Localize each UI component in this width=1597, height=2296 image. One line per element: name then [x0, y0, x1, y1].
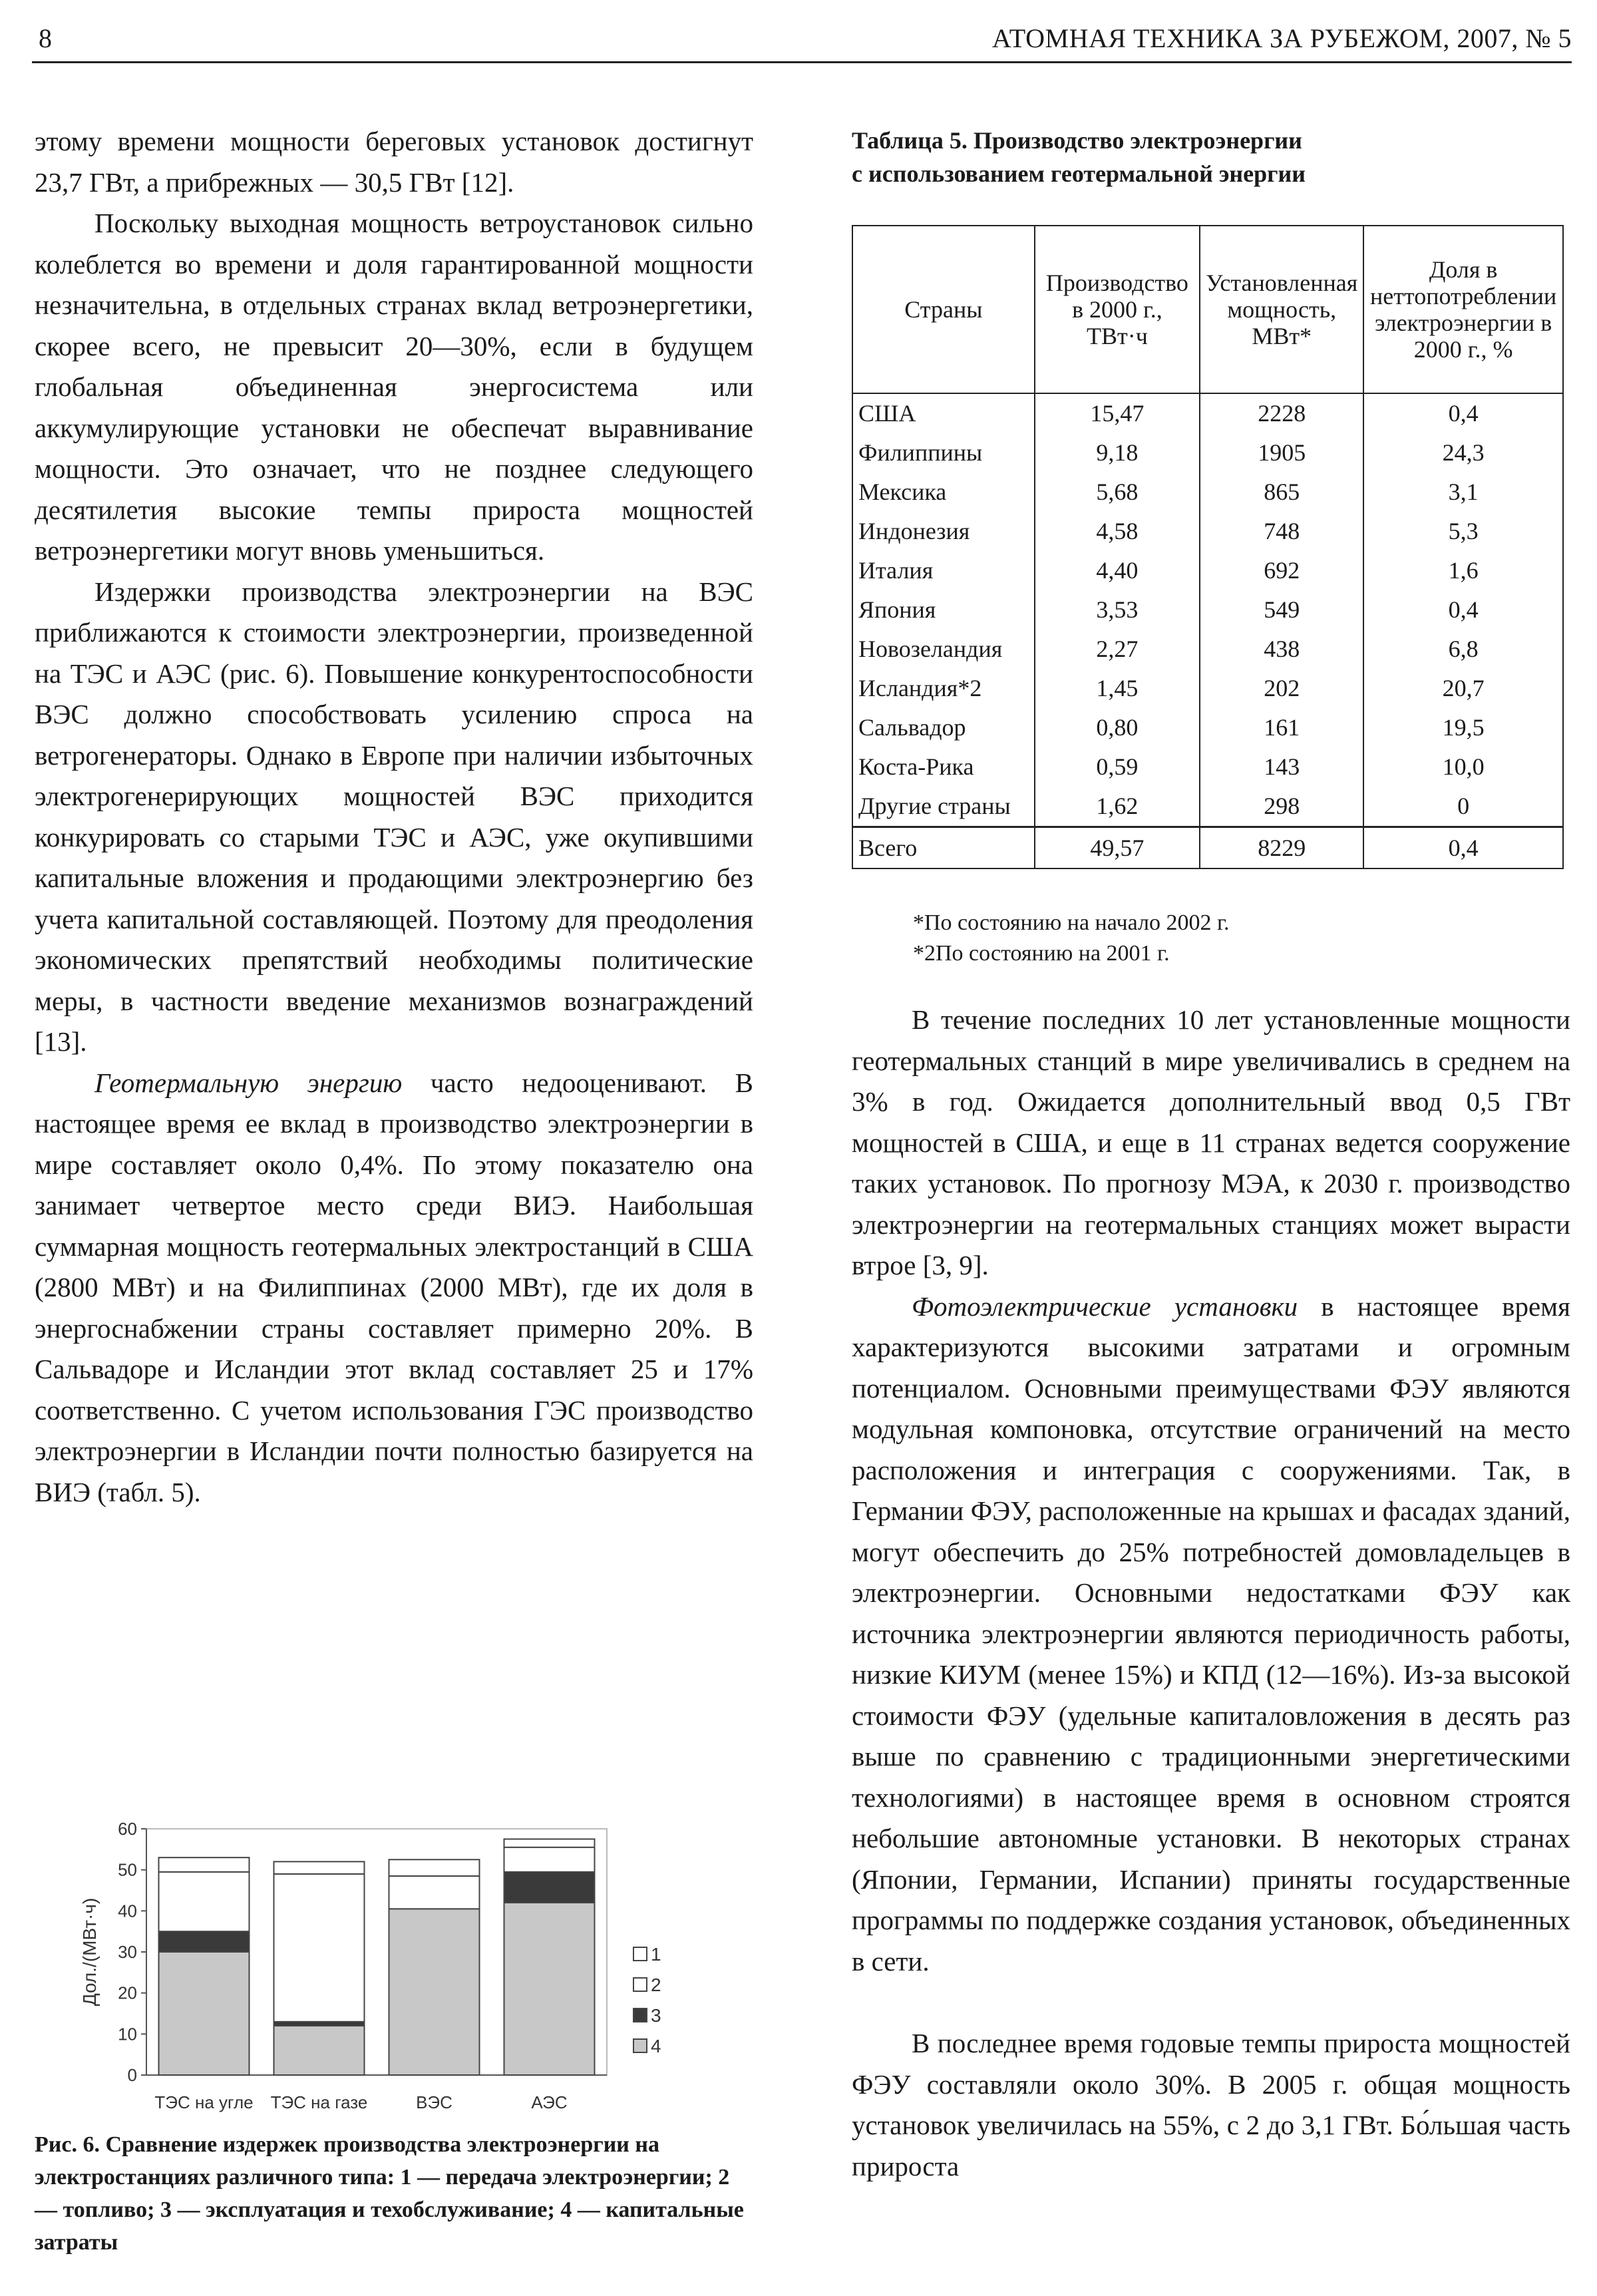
- x-tick-label: ТЭС на газе: [270, 2092, 368, 2112]
- paragraph: [852, 1286, 1570, 1983]
- table-row: [852, 473, 1563, 512]
- table-cell: 3,53: [1035, 590, 1200, 630]
- legend-label: 4: [651, 2036, 661, 2056]
- table-cell: 19,5: [1363, 708, 1563, 747]
- y-tick-label: 60: [118, 1819, 137, 1839]
- legend-swatch: [633, 1947, 647, 1961]
- table-cell: 692: [1200, 551, 1363, 590]
- legend-label: 1: [651, 1944, 661, 1965]
- table-note: *2По состоянию на 2001 г.: [913, 941, 1170, 966]
- table-cell: 748: [1200, 512, 1363, 551]
- x-tick-label: ТЭС на угле: [154, 2092, 254, 2112]
- page-header: [32, 20, 1572, 63]
- table-row: [852, 393, 1563, 433]
- x-tick-label: АЭС: [531, 2092, 568, 2112]
- table-cell: 161: [1200, 708, 1363, 747]
- table-cell: 9,18: [1035, 433, 1200, 473]
- table-row: [852, 747, 1563, 787]
- legend-swatch: [633, 2009, 647, 2022]
- bar-segment-3: [159, 1931, 250, 1952]
- bar-segment-3: [504, 1872, 595, 1903]
- table-cell: 0,80: [1035, 708, 1200, 747]
- table-cell: 1905: [1200, 433, 1363, 473]
- table-cell: 202: [1200, 669, 1363, 708]
- table-cell: Новозеландия: [852, 630, 1035, 669]
- legend-swatch: [633, 1978, 647, 1991]
- table-cell: 1,6: [1363, 551, 1563, 590]
- table-notes: [913, 908, 1230, 969]
- table-cell: 143: [1200, 747, 1363, 787]
- table-cell: Сальвадор: [852, 708, 1035, 747]
- table-cell: 8229: [1200, 827, 1363, 869]
- legend-label: 2: [651, 1975, 661, 1995]
- x-tick-label: ВЭС: [416, 2092, 452, 2112]
- table-cell: 0,4: [1363, 590, 1563, 630]
- table-caption-line: Таблица 5. Производство электроэнергии: [852, 127, 1302, 154]
- bar-segment-2: [389, 1876, 480, 1909]
- table-cell: 4,40: [1035, 551, 1200, 590]
- table-cell: 5,3: [1363, 512, 1563, 551]
- total-row: [852, 827, 1563, 869]
- table-cell: 0: [1363, 787, 1563, 827]
- bar-segment-2: [504, 1847, 595, 1872]
- table-cell: 0,4: [1363, 393, 1563, 433]
- bar-segment-4: [159, 1952, 250, 2075]
- table-row: [852, 630, 1563, 669]
- paragraph-text: часто недооценивают. В настоящее время ее вклад в производство электроэнергии в мире составляет около 0,4%. По этому показателю она занимает четвертое место среди ВИЭ. Наибольшая суммарная мощность геотермальных электростанций в США (2800 МВт) и на Филиппинах (2000 МВт), где их доля в энергоснабжении страны составляет примерно 20%. В Сальвадоре и Исландии этот вклад составляет 25 и 17% соответственно. С учетом использования ГЭС производство электроэнергии в Исландии почти полностью базируется на ВИЭ (табл. 5).: [35, 1067, 753, 1507]
- table-cell: 298: [1200, 787, 1363, 827]
- term-italic: Геотермальную энергию: [94, 1067, 403, 1098]
- table-cell: 0,4: [1363, 827, 1563, 869]
- table-row: [852, 669, 1563, 708]
- figure-6: [35, 1797, 753, 2116]
- header-cell: Установленная мощность, МВт*: [1200, 226, 1363, 393]
- table-row: [852, 551, 1563, 590]
- table-cell: 549: [1200, 590, 1363, 630]
- table-note: *По состоянию на начало 2002 г.: [913, 910, 1230, 935]
- table-cell: 4,58: [1035, 512, 1200, 551]
- table-cell: Индонезия: [852, 512, 1035, 551]
- table-cell: 1,45: [1035, 669, 1200, 708]
- table-cell: Италия: [852, 551, 1035, 590]
- bar-segment-2: [274, 1874, 365, 2022]
- paragraph: В течение последних 10 лет установленные мощности геотермальных станций в мире увеличивались в среднем на 3% в год. Ожидается дополнительный ввод 0,5 ГВт мощностей в США, и еще в 11 странах ведется сооружение таких установок. По прогнозу МЭА, к 2030 г. производство электроэнергии на геотермальных станциях может вырасти втрое [3, 9].: [852, 1004, 1570, 1280]
- table-cell: 0,59: [1035, 747, 1200, 787]
- table-row: [852, 512, 1563, 551]
- table-cell: 2,27: [1035, 630, 1200, 669]
- legend-label: 3: [651, 2005, 661, 2026]
- table-body: [852, 393, 1563, 827]
- bar-segment-1: [504, 1839, 595, 1847]
- bar-segment-1: [274, 1861, 365, 1874]
- page-number: 8: [39, 23, 52, 53]
- bar-segment-4: [389, 1909, 480, 2075]
- paragraph: этому времени мощности береговых установок достигнут 23,7 ГВт, а прибрежных — 30,5 ГВт [12].: [35, 126, 753, 198]
- y-tick-label: 30: [118, 1942, 137, 1962]
- table-cell: 2228: [1200, 393, 1363, 433]
- cost-chart: [35, 1797, 753, 2116]
- bar-segment-4: [504, 1903, 595, 2075]
- table-cell: 3,1: [1363, 473, 1563, 512]
- header-cell: Страны: [852, 226, 1035, 393]
- right-column: [852, 1000, 1570, 2187]
- paragraph: Поскольку выходная мощность ветроустановок сильно колеблется во времени и доля гарантированной мощности незначительна, в отдельных странах вклад ветроэнергетики, скорее всего, не превысит 20—30%, если в будущем глобальная объединенная энергосистема или аккумулирующие установки не обеспечат выравнивание мощности. Это означает, что не позднее следующего десятилетия высокие темпы прироста мощностей ветроэнергетики могут вновь уменьшиться.: [35, 208, 753, 566]
- figure-caption: Рис. 6. Сравнение издержек производства электроэнергии на электростанциях различного типа: 1 — передача электроэнергии; 2 — топливо; 3 — эксплуатация и техобслуживание; 4 — капитальные затраты: [35, 2132, 744, 2255]
- table-cell: Коста-Рика: [852, 747, 1035, 787]
- table-cell: Исландия*2: [852, 669, 1035, 708]
- table-cell: Филиппины: [852, 433, 1035, 473]
- bar-segment-2: [159, 1872, 250, 1931]
- y-tick-label: 50: [118, 1859, 137, 1880]
- bar-segment-1: [159, 1857, 250, 1872]
- term-italic: Фотоэлектрические установки: [912, 1290, 1298, 1322]
- table-cell: США: [852, 393, 1035, 433]
- table-row: [852, 590, 1563, 630]
- table-cell: 15,47: [1035, 393, 1200, 433]
- journal-title: АТОМНАЯ ТЕХНИКА ЗА РУБЕЖОМ, 2007, № 5: [991, 23, 1572, 53]
- left-column: [35, 121, 753, 1513]
- paragraph: Издержки производства электроэнергии на ВЭС приближаются к стоимости электроэнергии, произведенной на ТЭС и АЭС (рис. 6). Повышение конкурентоспособности ВЭС должно способствовать усилению спроса на ветрогенераторы. Однако в Европе при наличии избыточных электрогенерирующих мощностей ВЭС приходится конкурировать со старыми ТЭС и АЭС, уже окупившими капитальные вложения и продающими электроэнергию без учета капитальной составляющей. Поэтому для преодоления экономических препятствий необходимы политические меры, в частности введение механизмов вознаграждений [13].: [35, 576, 753, 1057]
- header-cell: Производство в 2000 г., ТВт·ч: [1035, 226, 1200, 393]
- table-row: [852, 708, 1563, 747]
- table-row: [852, 433, 1563, 473]
- table-cell: Всего: [852, 827, 1035, 869]
- y-tick-label: 0: [127, 2065, 137, 2085]
- y-tick-label: 20: [118, 1983, 137, 2003]
- y-axis-label: Дол./(МВт·ч): [79, 1897, 100, 2007]
- table-cell: 6,8: [1363, 630, 1563, 669]
- paragraph-text: в настоящее время характеризуются высокими затратами и огромным потенциалом. Основными преимуществами ФЭУ являются модульная компоновка, отсутствие ограничений на место расположения и интеграция с сооружениями. Так, в Германии ФЭУ, расположенные на крышах и фасадах зданий, могут обеспечить до 25% потребностей домовладельцев в электроэнергии. Основными недостатками ФЭУ как источника электроэнергии являются периодичность работы, низкие КИУМ (менее 15%) и КПД (12—16%). Из-за высокой стоимости ФЭУ (удельные капиталовложения в десять раз выше по сравнению с традиционными энергетическими технологиями) в настоящее время в основном строятся небольшие автономные установки. В некоторых странах (Японии, Германии, Испании) приняты государственные программы по поддержке создания установок, объединенных в сети.: [852, 1290, 1570, 1977]
- table-caption-line: с использованием геотермальной энергии: [852, 160, 1306, 187]
- y-tick-label: 10: [118, 2024, 137, 2044]
- table-cell: Мексика: [852, 473, 1035, 512]
- table-cell: Япония: [852, 590, 1035, 630]
- bar-segment-1: [389, 1859, 480, 1876]
- table-cell: 10,0: [1363, 747, 1563, 787]
- geothermal-table: [852, 225, 1564, 869]
- paragraph: [35, 1063, 753, 1513]
- table-cell: 5,68: [1035, 473, 1200, 512]
- table-cell: 865: [1200, 473, 1363, 512]
- table-cell: 1,62: [1035, 787, 1200, 827]
- table-cell: 49,57: [1035, 827, 1200, 869]
- table-cell: 20,7: [1363, 669, 1563, 708]
- table-caption: [852, 124, 1570, 190]
- legend-swatch: [633, 2039, 647, 2052]
- y-tick-label: 40: [118, 1901, 137, 1921]
- header-cell: Доля в неттопотреблении электроэнергии в 2000 г., %: [1363, 226, 1563, 393]
- paragraph: В последнее время годовые темпы прироста мощностей ФЭУ составляли около 30%. В 2005 г. общая мощность установок увеличилась на 55%, с 2 до 3,1 ГВт. Бо́льшая часть прироста: [852, 2028, 1570, 2182]
- table-cell: 438: [1200, 630, 1363, 669]
- table-row: [852, 787, 1563, 827]
- table-cell: 24,3: [1363, 433, 1563, 473]
- table-cell: Другие страны: [852, 787, 1035, 827]
- bar-segment-4: [274, 2026, 365, 2075]
